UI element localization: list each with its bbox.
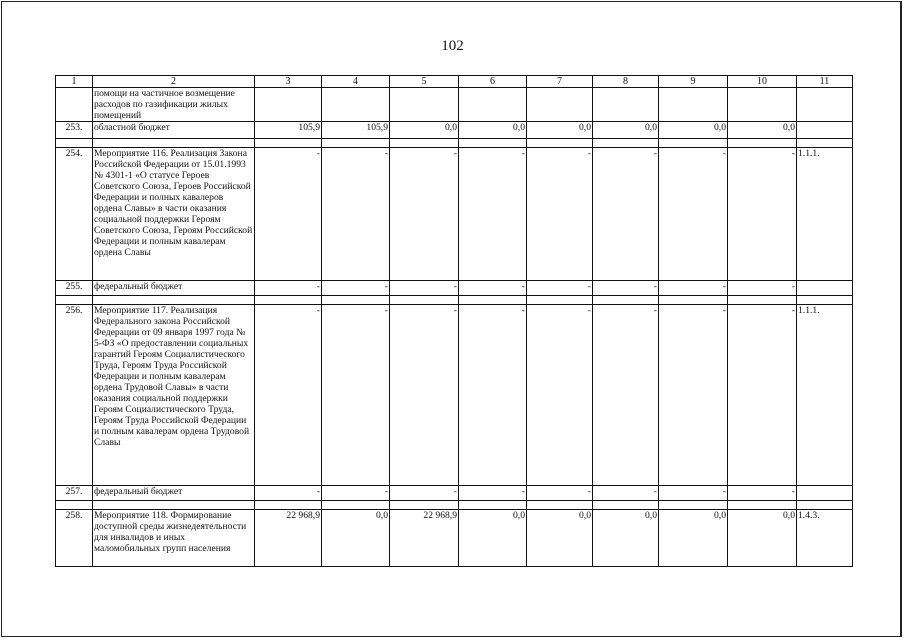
table-row — [56, 486, 853, 501]
amount-cell: - — [322, 486, 390, 501]
spacer-cell — [797, 139, 853, 148]
amount-cell: - — [527, 281, 593, 296]
amount-cell: 0,0 — [322, 510, 390, 567]
amount-cell: - — [728, 486, 797, 501]
amount-cell: - — [593, 281, 659, 296]
spacer-cell — [659, 139, 728, 148]
amount-cell: - — [390, 281, 459, 296]
spacer-cell — [459, 501, 527, 510]
amount-cell: 0,0 — [659, 510, 728, 567]
amount-cell: - — [255, 305, 322, 486]
table-row — [56, 305, 853, 486]
table-row — [56, 281, 853, 296]
amount-cell: - — [322, 148, 390, 281]
amount-cell: - — [322, 281, 390, 296]
amount-cell — [728, 88, 797, 122]
amount-cell: - — [322, 305, 390, 486]
spacer-cell — [390, 501, 459, 510]
spacer-cell — [527, 296, 593, 305]
column-header: 7 — [527, 76, 593, 88]
amount-cell — [255, 88, 322, 122]
spacer-cell — [255, 296, 322, 305]
column-header: 9 — [659, 76, 728, 88]
amount-cell: 0,0 — [390, 122, 459, 139]
amount-cell: - — [527, 305, 593, 486]
spacer-row — [56, 501, 853, 510]
row-number: 255. — [56, 281, 93, 296]
amount-cell: 105,9 — [255, 122, 322, 139]
table-row — [56, 510, 853, 567]
amount-cell: 22 968,9 — [390, 510, 459, 567]
row-number: 258. — [56, 510, 93, 567]
header-row — [56, 76, 853, 88]
spacer-cell — [56, 501, 93, 510]
row-number: 254. — [56, 148, 93, 281]
spacer-cell — [255, 139, 322, 148]
amount-cell: - — [527, 148, 593, 281]
amount-cell: - — [659, 486, 728, 501]
indicator-code — [797, 281, 853, 296]
spacer-cell — [322, 296, 390, 305]
column-header: 5 — [390, 76, 459, 88]
column-header: 6 — [459, 76, 527, 88]
column-header: 10 — [728, 76, 797, 88]
indicator-code — [797, 486, 853, 501]
spacer-cell — [593, 296, 659, 305]
indicator-code — [797, 88, 853, 122]
spacer-cell — [593, 139, 659, 148]
spacer-cell — [322, 501, 390, 510]
table-row — [56, 122, 853, 139]
amount-cell: 105,9 — [322, 122, 390, 139]
spacer-cell — [728, 296, 797, 305]
column-header: 3 — [255, 76, 322, 88]
amount-cell: - — [728, 305, 797, 486]
spacer-cell — [255, 501, 322, 510]
amount-cell: - — [659, 148, 728, 281]
spacer-cell — [56, 139, 93, 148]
spacer-row — [56, 139, 853, 148]
spacer-cell — [322, 139, 390, 148]
indicator-code: 1.1.1. — [797, 148, 853, 281]
amount-cell — [659, 88, 728, 122]
amount-cell: - — [593, 148, 659, 281]
amount-cell: 0,0 — [593, 122, 659, 139]
amount-cell: 0,0 — [527, 510, 593, 567]
spacer-cell — [56, 296, 93, 305]
amount-cell: - — [659, 305, 728, 486]
row-description: областной бюджет — [93, 122, 255, 139]
amount-cell: 0,0 — [728, 510, 797, 567]
spacer-cell — [459, 139, 527, 148]
row-description: Мероприятие 117. Реализация Федерального закона Российской Федерации от 09 января 1997 года № 5-ФЗ «О предоставлении социальных гарантий Героям Социалистического Труда, Героям Труда Российской Федерации и полным кавалерам ордена Трудовой Славы» в части оказания социальной поддержки Героям Социалистического Труда, Героям Труда Российской Федерации и полным кавалерам ордена Трудовой Славы — [93, 305, 255, 486]
spacer-cell — [459, 296, 527, 305]
amount-cell: - — [459, 281, 527, 296]
amount-cell: - — [459, 148, 527, 281]
row-description: помощи на частичное возмещение расходов по газификации жилых помещений — [93, 88, 255, 122]
spacer-row — [56, 296, 853, 305]
table-row — [56, 88, 853, 122]
amount-cell: - — [593, 305, 659, 486]
column-header: 2 — [93, 76, 255, 88]
spacer-cell — [659, 296, 728, 305]
column-header: 8 — [593, 76, 659, 88]
row-number: 256. — [56, 305, 93, 486]
amount-cell — [527, 88, 593, 122]
row-description: федеральный бюджет — [93, 486, 255, 501]
amount-cell — [322, 88, 390, 122]
amount-cell: - — [728, 148, 797, 281]
row-number: 257. — [56, 486, 93, 501]
table-row — [56, 148, 853, 281]
amount-cell: 0,0 — [593, 510, 659, 567]
column-header: 1 — [56, 76, 93, 88]
indicator-code: 1.1.1. — [797, 305, 853, 486]
spacer-cell — [728, 139, 797, 148]
page-number: 102 — [441, 38, 464, 54]
spacer-cell — [659, 501, 728, 510]
row-description: федеральный бюджет — [93, 281, 255, 296]
spacer-cell — [527, 501, 593, 510]
spacer-cell — [390, 296, 459, 305]
amount-cell: - — [459, 305, 527, 486]
amount-cell — [459, 88, 527, 122]
amount-cell: 0,0 — [728, 122, 797, 139]
amount-cell: - — [728, 281, 797, 296]
amount-cell — [390, 88, 459, 122]
amount-cell: 0,0 — [459, 510, 527, 567]
indicator-code — [797, 122, 853, 139]
spacer-cell — [93, 139, 255, 148]
amount-cell: 0,0 — [659, 122, 728, 139]
spacer-cell — [797, 296, 853, 305]
row-number: 253. — [56, 122, 93, 139]
amount-cell: - — [593, 486, 659, 501]
amount-cell — [593, 88, 659, 122]
amount-cell: - — [390, 486, 459, 501]
budget-table — [55, 75, 853, 567]
amount-cell: - — [659, 281, 728, 296]
amount-cell: - — [390, 305, 459, 486]
indicator-code: 1.4.3. — [797, 510, 853, 567]
amount-cell: - — [255, 148, 322, 281]
column-header: 11 — [797, 76, 853, 88]
amount-cell: - — [255, 281, 322, 296]
spacer-cell — [93, 296, 255, 305]
spacer-cell — [593, 501, 659, 510]
spacer-cell — [527, 139, 593, 148]
row-number — [56, 88, 93, 122]
amount-cell: 0,0 — [459, 122, 527, 139]
amount-cell: - — [527, 486, 593, 501]
amount-cell: - — [390, 148, 459, 281]
amount-cell: - — [255, 486, 322, 501]
spacer-cell — [797, 501, 853, 510]
spacer-cell — [390, 139, 459, 148]
amount-cell: 0,0 — [527, 122, 593, 139]
spacer-cell — [93, 501, 255, 510]
column-header: 4 — [322, 76, 390, 88]
row-description: Мероприятие 118. Формирование доступной среды жизнедеятельности для инвалидов и иных маломобильных групп населения — [93, 510, 255, 567]
spacer-cell — [728, 501, 797, 510]
row-description: Мероприятие 116. Реализация Закона Российской Федерации от 15.01.1993 № 4301-1 «О статусе Героев Советского Союза, Героев Российской Федерации и полных кавалеров ордена Славы» в части оказания социальной поддержки Героям Советского Союза, Героям Российской Федерации и полным кавалерам ордена Славы — [93, 148, 255, 281]
amount-cell: 22 968,9 — [255, 510, 322, 567]
table-body — [56, 88, 853, 567]
amount-cell: - — [459, 486, 527, 501]
